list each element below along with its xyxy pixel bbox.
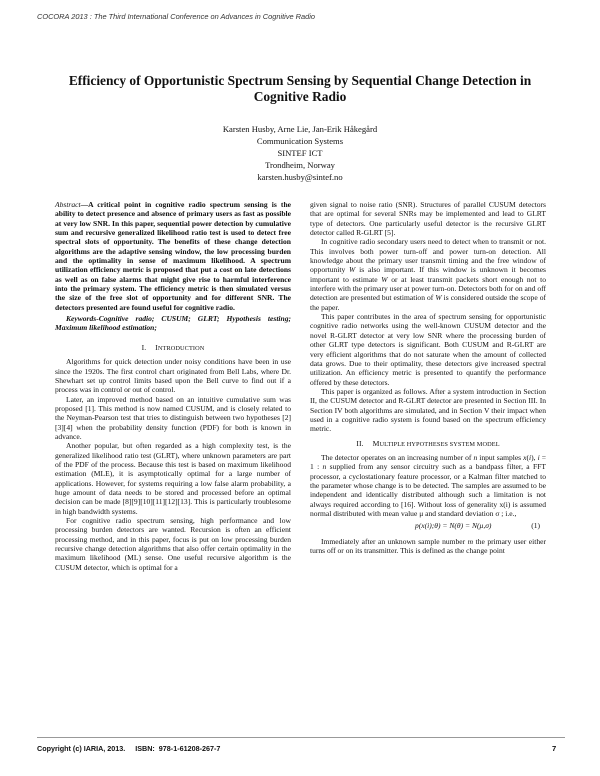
equation-formula: p(x(i);θ) = N(θ) = N(μ,σ) bbox=[415, 521, 492, 531]
abstract bbox=[55, 200, 291, 312]
footer-divider bbox=[37, 737, 565, 738]
paragraph: This paper is organized as follows. After a system introduction in Section II, the CUSUM detector and R-GLRT detector are presented in Section III. In Section IV both algorithms are simulated, and in Section V their impact when used in a cognitive radio system is found based on the spectrum efficiency metric. bbox=[310, 386, 546, 434]
left-column bbox=[55, 200, 291, 572]
title-line: Efficiency of Opportunistic Spectrum Sensing by Sequential Change Detection in bbox=[68, 73, 532, 88]
paragraph: For cognitive radio spectrum sensing, high performance and low processing burden detectors are wanted. Recursion is often an efficient processing method, and in this paper, focus is put on low processing burden recursive change detection algorithms that also offer certain optimality in the maximum likelihood (ML) sense. One useful recursive algorithm is the CUSUM detector, which is optimal for a bbox=[55, 516, 291, 572]
paragraph: This paper contributes in the area of spectrum sensing for opportunistic cognitive radio networks using the well-known CUSUM detector and the novel R-GLRT detector at very low SNR where the processing burden of other GLRT type detectors is significant. Both CUSUM and R-GLRT are very efficient algorithms that do not saturate when the amount of collected data grows. Due to their optimality, these detectors give increased spectral utilization. An efficiency metric is presented to quantify the performance offered by these detectors. bbox=[310, 312, 546, 387]
equation-number: (1) bbox=[531, 521, 540, 531]
section-title-rest: ULTIPLE HYPOTHESES SYSTEM MODEL bbox=[379, 440, 500, 448]
author-department: Communication Systems bbox=[256, 136, 344, 147]
keywords bbox=[55, 314, 291, 333]
paper-title bbox=[30, 73, 570, 105]
paragraph: Later, an improved method based on an intuitive cumulative sum was proposed [1]. This method is now named CUSUM, and is closely related to the Neyman-Pearson test that tries to distinguish between two hypotheses [2][3][4] when the probability density function (PDF) for both is known in advance. bbox=[55, 394, 291, 441]
title-line: Cognitive Radio bbox=[253, 89, 347, 104]
author-email[interactable]: karsten.husby@sintef.no bbox=[257, 172, 343, 183]
equation-1 bbox=[310, 521, 546, 530]
page-number: 7 bbox=[552, 744, 557, 753]
keywords-text: Cognitive radio; CUSUM; GLRT; Hypothesis testing; Maximum likelihood estimation; bbox=[55, 314, 291, 333]
author-organization: SINTEF ICT bbox=[277, 148, 323, 159]
paragraph: The detector operates on an increasing number of n input samples x(i), i = 1 : n supplied from any sensor circuitry such as a bandpass filter, a FFT processor, a cyclostationary feature processor, or a Kalman filter matched to the parameter whose change is to be detected. The samples are assumed to be independent and identically distributed although such a limitation is not always required according to [16]. Without loss of generality x(i) is assumed normal distributed with mean value μ and standard deviation σ ; i.e., bbox=[310, 452, 546, 518]
abstract-heading: Abstract bbox=[55, 200, 81, 209]
section-number: I. bbox=[141, 342, 147, 352]
section-title-initial: I bbox=[155, 342, 158, 352]
section-heading-introduction bbox=[55, 343, 291, 353]
author-city: Trondheim, Norway bbox=[265, 160, 335, 171]
paragraph: Algorithms for quick detection under noisy conditions have been in use since the 1920s. The first control chart originated from Bell Labs, where Dr. Shewhart set up control limits based upon the Bell curve to find out if a process was in control or out of control. bbox=[55, 357, 291, 395]
section-title-rest: NTRODUCTION bbox=[157, 344, 205, 352]
right-column bbox=[310, 200, 546, 555]
section-number: II. bbox=[356, 438, 364, 448]
paragraph: given signal to noise ratio (SNR). Structures of parallel CUSUM detectors that are optimal for several SNRs may be implemented and lead to GLRT type of detectors. One particularly useful detector is the recursive GLRT detector called R-GLRT [5]. bbox=[310, 200, 546, 238]
running-header: COCORA 2013 : The Third International Conference on Advances in Cognitive Radio bbox=[37, 12, 315, 21]
abstract-text: —A critical point in cognitive radio spectrum sensing is the ability to detect presence and absence of primary users as fast as possible at very low SNR. In this paper, sequential power detection by cumulative sum and recursive generalized likelihood ratio test is used to detect free spectral slots of opportunity. The benefits of these change detection algorithms are the adaptive sensing window, the low processing burden and the optimality in sense of maximum likelihood. A spectrum utilization efficiency metric is proposed that put a cost on late detections as well as on false alarms that might give rise to harmful interference into the primary system. The efficiency metric is then simulated versus the size of the free slot of opportunity and for different SNR. The detectors presented are found useful for cognitive radio. bbox=[55, 200, 291, 312]
paragraph: Immediately after an unknown sample number m the primary user either turns off or on its transmitter. This is defined as the change point bbox=[310, 536, 546, 556]
paragraph: In cognitive radio secondary users need to detect when to transmit or not. This involves both power turn-off and power turn-on detection. All knowledge about the primary user transmit timing and the free window of opportunity W is also important. If this window is unknown it becomes important to estimate W or at least transmit packets short enough not to interfere with the primary user at power turn-on. Detectors both for on and off detection are presented but estimation of W is considered outside the scope of the paper. bbox=[310, 237, 546, 312]
footer-copyright: Copyright (c) IARIA, 2013. ISBN: 978-1-61208-267-7 bbox=[37, 744, 221, 753]
keywords-heading: Keywords- bbox=[66, 314, 99, 324]
author-names: Karsten Husby, Arne Lie, Jan-Erik Håkegård bbox=[222, 124, 378, 134]
section-heading-system-model bbox=[310, 439, 546, 449]
section-title-initial: M bbox=[372, 438, 380, 448]
author-block bbox=[150, 123, 450, 183]
paragraph: Another popular, but often regarded as a high complexity test, is the generalized likelihood ratio test (GLRT), where unknown parameters are part of the PDF of the process. Because this test is based on maximum likelihood estimation (MLE), it is asymptotically optimal for a large number of applications. However, for systems requiring a low false alarm probability, a huge amount of data needs to be stored and processed before an optimal decision can be made [8][9][10][11][12][13]. This is particularly troublesome in high bandwidth systems. bbox=[55, 441, 291, 516]
